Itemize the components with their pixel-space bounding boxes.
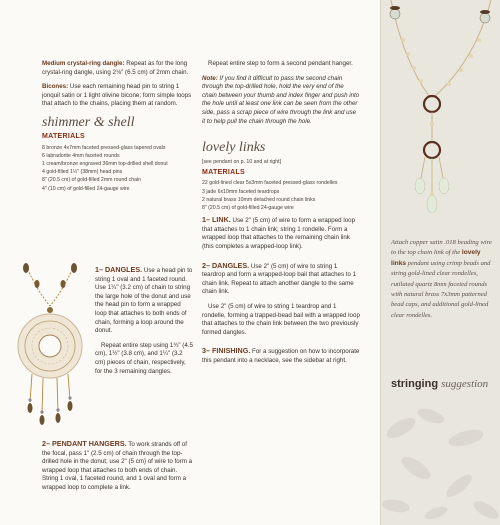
shell-pendant-image <box>8 262 92 442</box>
intro-medium-dangle: Medium crystal-ring dangle: Repeat as for the long crystal-ring dangle, using 2⅛" (6.5 cm) of 2mm chain. <box>42 60 189 76</box>
note-paragraph: Note: If you find it difficult to pass the second chain through the top-drilled hole, hold the very end of the chain between your thumb and index finger and push into the hole until at least one link can be seen from the other side, pass a scrap piece of wire through the link and use it to help pull the chain through the hole. <box>202 74 360 125</box>
materials-list <box>202 179 360 212</box>
project-title-lovely-links: lovely links <box>202 140 266 156</box>
material-item: 8" (20.5 cm) of gold-filled 24-gauge wire <box>202 204 294 211</box>
material-item: 8 bronze 4x7mm faceted pressed-glass tapered ovals <box>42 144 166 151</box>
material-item: 8" (20.5 cm) of gold-filled 2mm round chain <box>42 177 142 184</box>
stringing-suggestion-title: stringing suggestion <box>391 378 489 390</box>
step-dangles: 2– DANGLES. Use 2" (5 cm) of wire to string 1 teardrop and form a wrapped-loop bail that attaches to 1 chain link. Repeat to attach another dangle to the same chain link. <box>202 260 357 296</box>
project-title-shimmer: shimmer & shell <box>42 114 135 130</box>
step-dangles: 1– DANGLES. Use a head pin to string 1 oval and 1 faceted round. Use 1¼" (3.2 cm) of chain to string the large hole of the donut and use the head pin to form a wrapped loop that attaches to both ends of chain, forming a loop around the donut. <box>95 265 193 335</box>
materials-heading: MATERIALS <box>202 168 246 176</box>
left-step1 <box>95 266 193 382</box>
step-pendant-hangers: 2– PENDANT HANGERS. To work strands off of the focal, pass 1" (2.5 cm) of chain through the top-drilled hole in the donut; use 2" (5 cm) of wire to form a wrapped loop that attaches to both ends of chain. String 1 oval, 1 faceted round, and 1 oval and form a wrapped loop to complete a link. <box>42 439 193 491</box>
pendant-reference: [see pendant on p. 10 and at right] <box>202 159 282 166</box>
intro-bicones: Bicones: Use each remaining head pin to string 1 jonquil satin or 1 light olivine bicone; form simple loops that attach to the chains, placing them at random. <box>42 83 192 108</box>
material-item: 22 gold-lined clear 5x3mm faceted pressed-glass rondelles <box>202 180 338 187</box>
step-dangles-continued: Use 2" (5 cm) of wire to string 1 teardrop and 1 rondelle, forming a trapped-bead bail with a wrapped loop that attaches to the chain link between the two previously formed dangles. <box>202 302 360 336</box>
materials-heading: MATERIALS <box>42 132 86 140</box>
step-dangles-repeat: Repeat entire step using 1¾" (4.5 cm), 1½" (3.8 cm), and 1¼" (3.2 cm) pieces of chain, respectively, for the 3 remaining dangles. <box>95 341 193 375</box>
material-item: 4 gold-filled 1½" (38mm) head pins <box>42 169 123 176</box>
left-column <box>42 60 192 193</box>
material-item: 3 jade 6x10mm faceted teardrops <box>202 188 280 195</box>
repeat-step: Repeat entire step to form a second pendant hanger. <box>208 60 353 67</box>
middle-column <box>202 60 360 371</box>
material-item: 6 labradorite 4mm faceted rounds <box>42 152 120 159</box>
material-item: 2 natural brass 10mm detached round chain links <box>202 196 316 203</box>
step-finishing: 3– FINISHING. For a suggestion on how to incorporate this pendant into a necklace, see the sidebar at right. <box>202 346 360 364</box>
sidebar-caption: Attach copper satin .018 beading wire to the top chain link of the lovely links pendant using crimp beads and string gold-lined clear rondelles, rutilated quartz 8mm faceted rounds with natural brass 7x3mm patterned bead caps, and additional gold-lined clear rondelles. <box>391 239 492 319</box>
lovely-links-necklace-image <box>381 0 500 236</box>
left-step2 <box>42 440 193 499</box>
step-link: 1– LINK. Use 2" (5 cm) of wire to form a wrapped loop that attaches to 1 chain link; string 1 rondelle. Form a wrapped loop that attaches to the remaining chain link (this completes a wrapped-loop link). <box>202 215 356 250</box>
material-item: 4" (10 cm) of gold-filled 24-gauge wire <box>42 185 130 192</box>
materials-list <box>42 144 192 193</box>
leaf-pattern-decoration <box>381 398 500 525</box>
material-item: 1 cream/bronze engraved 36mm top-drilled shell donut <box>42 160 168 167</box>
